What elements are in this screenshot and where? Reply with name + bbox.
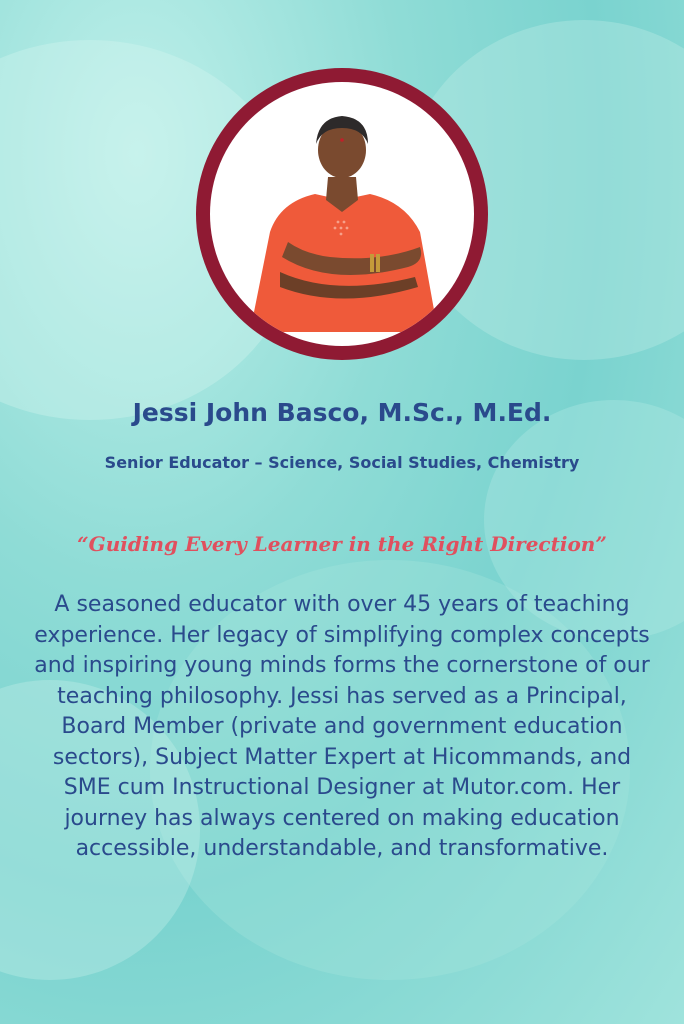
profile-photo bbox=[210, 82, 474, 346]
educator-role: Senior Educator – Science, Social Studies, Chemistry bbox=[104, 453, 580, 472]
educator-name: Jessi John Basco, M.Sc., M.Ed. bbox=[132, 398, 552, 427]
educator-quote: “Guiding Every Learner in the Right Direction” bbox=[77, 532, 607, 556]
educator-bio: A seasoned educator with over 45 years of teaching experience. Her legacy of simplifying complex concepts and inspiring young minds forms the cornerstone of our teaching philosophy. Jessi has served as a Principal, Board Member (private and government education sectors), Subject Matter Expert at Hicommands, and SME cum Instructional Designer at Mutor.com. Her journey has always centered on making education accessible, understandable, and transformative. bbox=[34, 592, 650, 861]
profile-photo-frame bbox=[196, 68, 488, 360]
person-portrait-icon bbox=[210, 82, 474, 346]
